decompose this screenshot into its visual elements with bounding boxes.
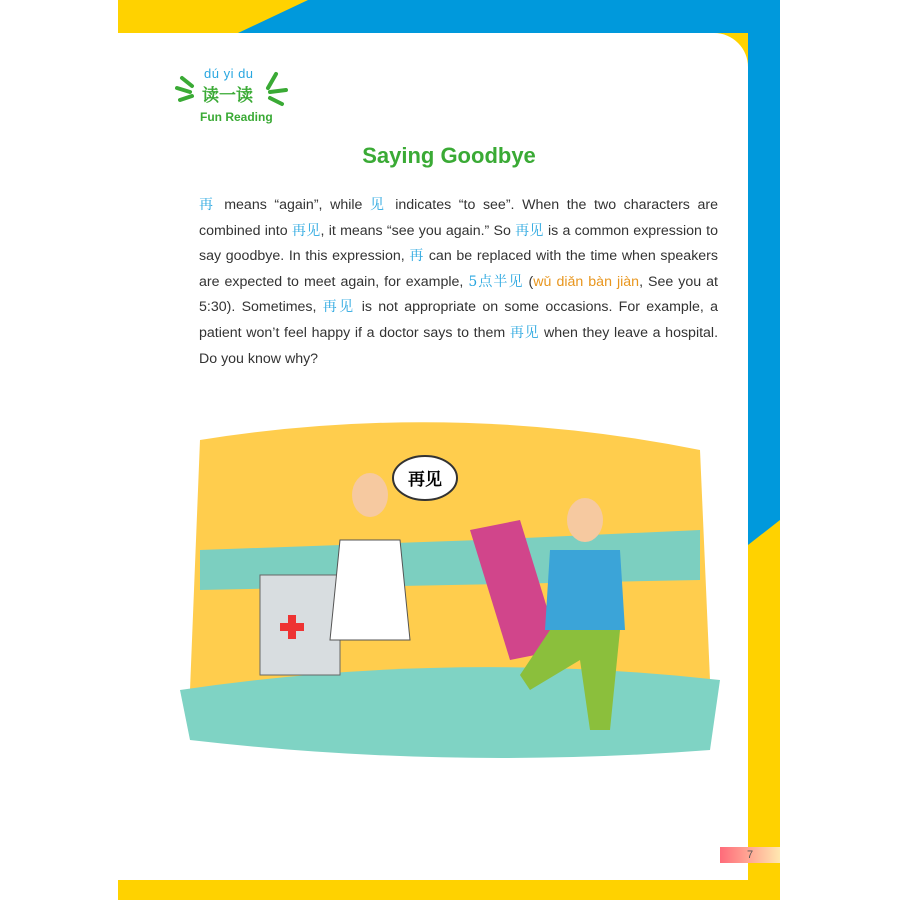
speech-bubble-text: 再见 bbox=[408, 470, 442, 490]
text: , See you at 5:30). Sometimes, bbox=[199, 273, 718, 316]
page-title: Saying Goodbye bbox=[362, 143, 536, 168]
text: is a common expression to say goodbye. In this expression, bbox=[199, 222, 718, 265]
text: means “again”, while bbox=[216, 197, 370, 213]
text: is not appropriate on some occasions. For example, a patient won’t feel happy if a doctor says to them bbox=[199, 299, 718, 341]
chinese-term: 再见 bbox=[322, 299, 356, 316]
pinyin: wǔ diǎn bàn jiàn bbox=[533, 273, 640, 290]
chinese-term: 再见 bbox=[291, 222, 321, 239]
text: ( bbox=[523, 273, 534, 290]
chinese-term: 见 bbox=[370, 197, 388, 213]
text: indicates “to see”. When the two characters are combined into bbox=[199, 197, 718, 239]
chinese-term: 再 bbox=[199, 197, 217, 213]
text: can be replaced with the time when speakers are expected to meet again, for example, bbox=[199, 248, 718, 290]
page-number: 7 bbox=[720, 847, 780, 863]
text: , it means “see you again.” So bbox=[320, 222, 516, 239]
chinese-term: 5点半见 bbox=[468, 273, 524, 290]
logo-pinyin: dú yi du bbox=[204, 66, 254, 81]
chinese-term: 再 bbox=[409, 248, 425, 265]
logo-hanzi: 读一读 bbox=[202, 86, 253, 106]
chinese-term: 再见 bbox=[509, 324, 540, 341]
fun-reading-logo bbox=[172, 66, 292, 126]
chinese-term: 再见 bbox=[515, 222, 544, 239]
logo-subtitle: Fun Reading bbox=[200, 110, 273, 124]
body-paragraph bbox=[199, 193, 718, 372]
hospital-illustration bbox=[180, 400, 720, 780]
text: when they leave a hospital. Do you know why? bbox=[199, 324, 719, 367]
